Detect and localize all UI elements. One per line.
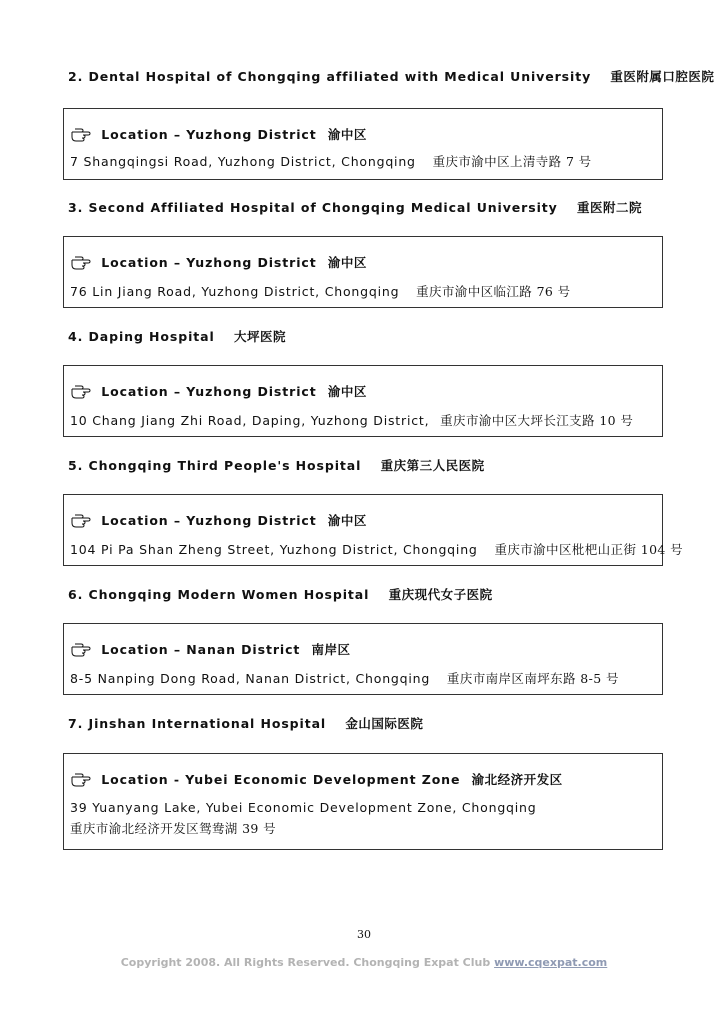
hospital-number: 4. [68,329,84,344]
address-line [70,671,619,687]
hospital-name-cn: 重医附属口腔医院 [610,69,715,84]
hospital-number: 6. [68,587,84,602]
location-cn: 渝中区 [327,255,367,270]
page-number: 30 [357,928,371,941]
hospital-number: 5. [68,458,84,473]
hospital-name-en: Dental Hospital of Chongqing affiliated with Medical University [88,69,592,84]
address-cn: 重庆市渝中区临江路 76 号 [416,284,571,299]
location-line [71,512,367,529]
address-en: 76 Lin Jiang Road, Yuzhong District, Chongqing [70,284,400,299]
location-cn: 渝中区 [327,127,367,142]
hospital-number: 7. [68,716,84,731]
address-cn: 重庆市渝北经济开发区鸳鸯湖 39 号 [70,821,277,836]
address-cn: 重庆市渝中区上清寺路 7 号 [432,154,592,169]
hospital-heading [68,587,493,603]
address-cn: 重庆市南岸区南坪东路 8-5 号 [446,671,619,686]
location-line [71,126,367,143]
footer-copyright: Copyright 2008. All Rights Reserved. Chongqing Expat Club [120,956,491,969]
location-box [63,753,663,850]
address-line [70,413,633,429]
location-line [71,771,563,788]
address-line [70,284,571,300]
pointing-hand-icon [71,383,91,399]
address-en: 104 Pi Pa Shan Zheng Street, Yuzhong District, Chongqing [70,542,478,557]
location-cn: 南岸区 [311,642,351,657]
footer-link[interactable]: www.cqexpat.com [494,956,608,969]
location-cn: 渝中区 [327,384,367,399]
location-cn: 渝北经济开发区 [471,772,563,787]
pointing-hand-icon [71,126,91,142]
address-line-cn [70,821,276,837]
address-en: 8-5 Nanping Dong Road, Nanan District, Chongqing [70,671,431,686]
pointing-hand-icon [71,641,91,657]
hospital-heading [68,329,286,345]
location-cn: 渝中区 [327,513,367,528]
hospital-name-en: Jinshan International Hospital [88,716,327,731]
location-label: Location – Nanan District [101,642,301,657]
pointing-hand-icon [71,771,91,787]
address-cn: 重庆市渝中区大坪长江支路 10 号 [440,413,634,428]
location-box [63,623,663,695]
location-box [63,108,663,180]
location-box [63,494,684,566]
hospital-name-cn: 金山国际医院 [345,716,424,731]
location-line [71,383,367,400]
address-en: 10 Chang Jiang Zhi Road, Daping, Yuzhong District, [70,413,430,428]
hospital-name-en: Second Affiliated Hospital of Chongqing Medical University [88,200,558,215]
location-label: Location - Yubei Economic Development Zone [101,772,461,787]
location-line [71,641,351,658]
hospital-name-cn: 重医附二院 [576,200,642,215]
hospital-heading [68,69,714,85]
hospital-heading [68,200,642,216]
hospital-number: 2. [68,69,84,84]
address-en: 7 Shangqingsi Road, Yuzhong District, Chongqing [70,154,416,169]
pointing-hand-icon [71,254,91,270]
hospital-name-cn: 大坪医院 [233,329,286,344]
pointing-hand-icon [71,512,91,528]
location-label: Location – Yuzhong District [101,127,317,142]
hospital-heading [68,716,423,732]
location-box [63,365,663,437]
hospital-name-cn: 重庆第三人民医院 [380,458,485,473]
address-line [70,542,683,558]
address-line [70,154,592,170]
location-label: Location – Yuzhong District [101,384,317,399]
location-box [63,236,663,308]
hospital-name-cn: 重庆现代女子医院 [388,587,493,602]
footer [0,956,728,969]
location-line [71,254,367,271]
hospital-name-en: Chongqing Third People's Hospital [88,458,362,473]
hospital-heading [68,458,485,474]
hospital-name-en: Daping Hospital [88,329,215,344]
address-cn: 重庆市渝中区枇杷山正街 104 号 [494,542,684,557]
location-label: Location – Yuzhong District [101,513,317,528]
hospital-number: 3. [68,200,84,215]
hospital-name-en: Chongqing Modern Women Hospital [88,587,370,602]
address-line [70,800,537,816]
location-label: Location – Yuzhong District [101,255,317,270]
address-en: 39 Yuanyang Lake, Yubei Economic Development Zone, Chongqing [70,800,537,815]
